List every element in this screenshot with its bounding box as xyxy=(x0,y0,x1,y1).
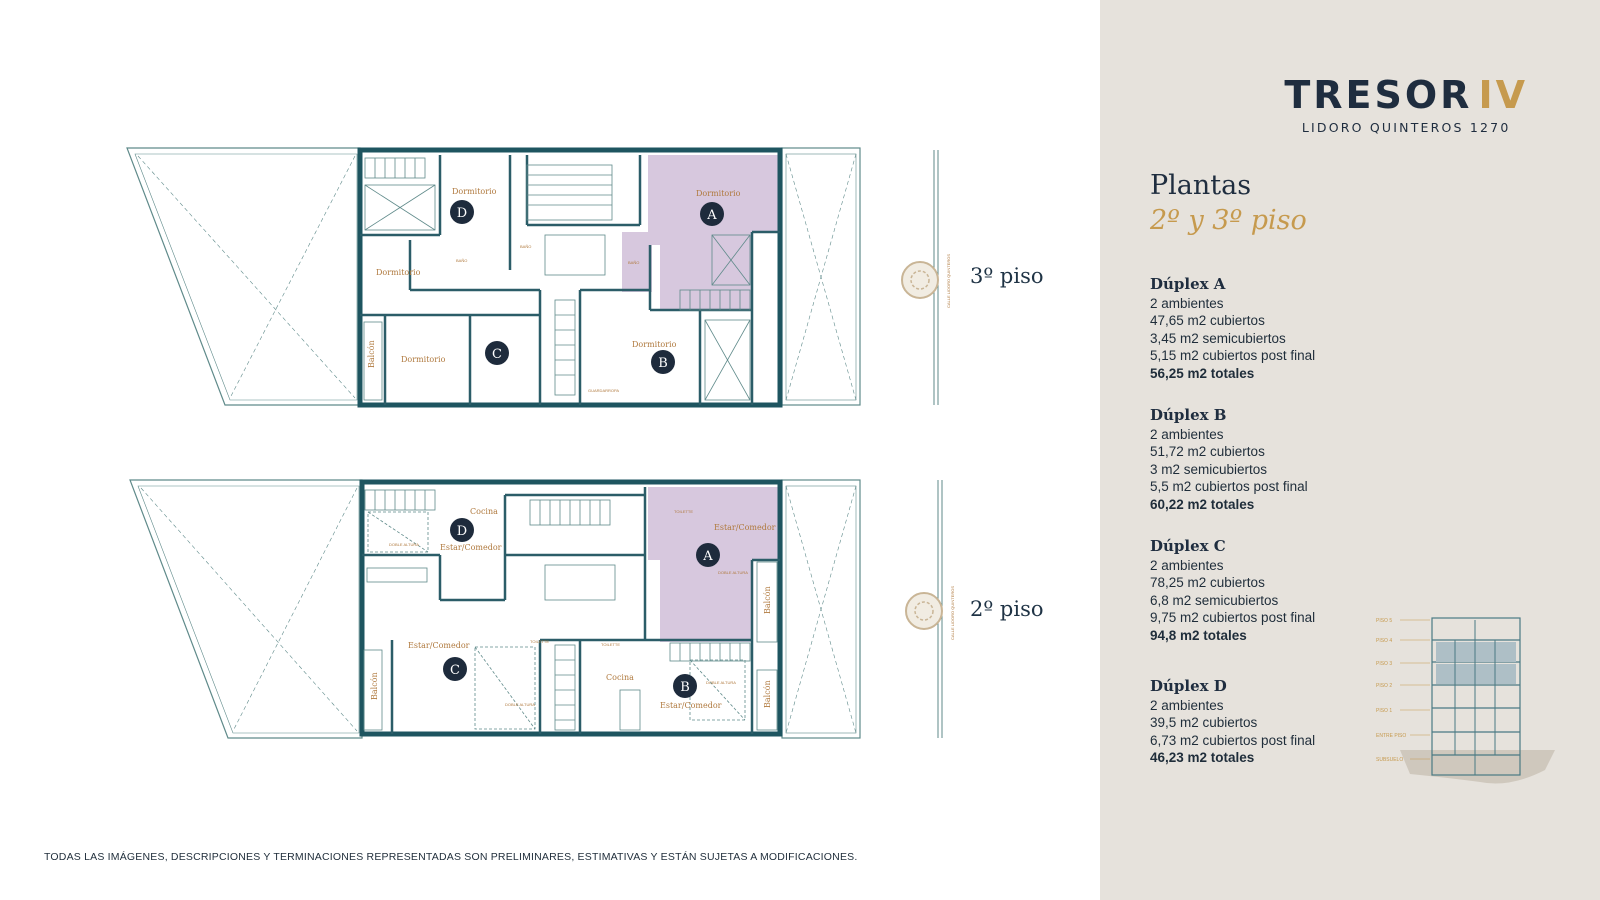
svg-text:ENTRE PISO: ENTRE PISO xyxy=(1376,733,1407,739)
room-label: Dormitorio xyxy=(452,187,497,196)
unit-line: 6,8 m2 semicubiertos xyxy=(1150,592,1279,608)
badge-a xyxy=(696,543,720,567)
toilette-label: TOILETTE xyxy=(601,642,621,647)
svg-text:PISO 1: PISO 1 xyxy=(1376,708,1393,714)
unit-line: 5,15 m2 cubiertos post final xyxy=(1150,348,1316,364)
toilette-label: TOILETTE xyxy=(674,509,694,514)
unit-line: 2 ambientes xyxy=(1150,426,1224,442)
badge-c xyxy=(443,657,467,681)
room-label: Estar/Comedor xyxy=(408,641,470,650)
svg-text:D: D xyxy=(456,206,468,221)
section-title: Plantas xyxy=(1150,170,1252,201)
room-label: Dormitorio xyxy=(696,189,741,198)
brand-number: IV xyxy=(1478,73,1528,117)
svg-text:C: C xyxy=(492,347,502,362)
bath-label: BAÑO xyxy=(520,244,532,249)
unit-line: 6,73 m2 cubiertos post final xyxy=(1150,732,1316,748)
room-label: Estar/Comedor xyxy=(714,523,776,532)
badge-b xyxy=(651,350,675,374)
room-label: Cocina xyxy=(470,507,498,516)
unit-line: 51,72 m2 cubiertos xyxy=(1150,444,1265,460)
toilette-label: TOILETTE xyxy=(530,639,550,644)
tree-icon xyxy=(902,262,938,298)
tree-icon xyxy=(906,593,942,629)
brand-address: LIDORO QUINTEROS 1270 xyxy=(1301,120,1511,135)
unit-name: Dúplex C xyxy=(1150,537,1226,555)
street-label: CALLE LIDORO QUINTEROS xyxy=(950,585,955,640)
street-markers xyxy=(934,150,942,738)
svg-text:D: D xyxy=(456,524,468,539)
unit-line: 9,75 m2 cubiertos post final xyxy=(1150,610,1316,626)
badge-d xyxy=(450,200,474,224)
badge-b xyxy=(673,674,697,698)
unit-total: 94,8 m2 totales xyxy=(1150,627,1247,643)
building-section-diagram xyxy=(1370,610,1560,790)
room-label: Estar/Comedor xyxy=(660,701,722,710)
bath-label: BAÑO xyxy=(456,258,468,263)
balcony-label: Balcón xyxy=(763,586,772,614)
svg-text:A: A xyxy=(707,208,717,223)
room-label: Dormitorio xyxy=(632,340,677,349)
badge-c xyxy=(485,341,509,365)
brand-logo xyxy=(1284,73,1528,135)
svg-text:B: B xyxy=(680,680,690,695)
svg-text:SUBSUELO: SUBSUELO xyxy=(1376,757,1404,763)
unit-line: 5,5 m2 cubiertos post final xyxy=(1150,479,1308,495)
floor-label-3: 3º piso xyxy=(970,264,1044,288)
balcony-label: Balcón xyxy=(370,672,379,700)
svg-text:A: A xyxy=(703,549,713,564)
room-label: Dormitorio xyxy=(401,355,446,364)
svg-text:PISO 2: PISO 2 xyxy=(1376,683,1393,689)
svg-text:PISO 3: PISO 3 xyxy=(1376,661,1393,667)
closet-label: GUARDARROPA xyxy=(588,388,620,393)
unit-name: Dúplex D xyxy=(1150,677,1227,695)
unit-line: 47,65 m2 cubiertos xyxy=(1150,313,1265,329)
unit-c-specs xyxy=(1150,538,1315,645)
svg-text:C: C xyxy=(450,663,460,678)
svg-text:PISO 5: PISO 5 xyxy=(1376,618,1393,624)
room-label: Dormitorio xyxy=(376,268,421,277)
unit-a-specs xyxy=(1150,276,1315,383)
badge-a xyxy=(700,202,724,226)
badge-d xyxy=(450,518,474,542)
unit-line: 3,45 m2 semicubiertos xyxy=(1150,330,1286,346)
unit-total: 46,23 m2 totales xyxy=(1150,750,1255,766)
brand-name: TRESOR xyxy=(1284,73,1473,117)
floor-label-2: 2º piso xyxy=(970,597,1044,621)
double-height-label: DOBLE ALTURA xyxy=(505,702,535,707)
double-height-label: DOBLE ALTURA xyxy=(389,542,419,547)
balcony-label: Balcón xyxy=(763,680,772,708)
unit-line: 78,25 m2 cubiertos xyxy=(1150,575,1265,591)
disclaimer: TODAS LAS IMÁGENES, DESCRIPCIONES Y TERMINACIONES REPRESENTADAS SON PRELIMINARES, ESTIMATIVAS Y ESTÁN SUJETAS A MODIFICACIONES. xyxy=(44,851,858,863)
balcony-label: Balcón xyxy=(367,340,376,368)
unit-name: Dúplex A xyxy=(1150,275,1226,293)
room-label: Cocina xyxy=(606,673,634,682)
unit-line: 2 ambientes xyxy=(1150,697,1224,713)
bath-label: BAÑO xyxy=(628,260,640,265)
section-subtitle: 2º y 3º piso xyxy=(1150,205,1307,236)
svg-text:PISO 4: PISO 4 xyxy=(1376,638,1393,644)
unit-line: 3 m2 semicubiertos xyxy=(1150,461,1268,477)
unit-line: 39,5 m2 cubiertos xyxy=(1150,715,1258,731)
double-height-label: DOBLE ALTURA xyxy=(718,570,748,575)
floor-plan-2 xyxy=(130,480,860,738)
room-label: Estar/Comedor xyxy=(440,543,502,552)
highlight-floor-3 xyxy=(1436,642,1516,662)
svg-text:B: B xyxy=(658,356,668,371)
street-label: CALLE LIDORO QUINTEROS xyxy=(946,253,951,308)
double-height-label: DOBLE ALTURA xyxy=(706,680,736,685)
unit-name: Dúplex B xyxy=(1150,406,1227,424)
highlight-floor-2 xyxy=(1436,664,1516,684)
unit-total: 56,25 m2 totales xyxy=(1150,365,1255,381)
unit-total: 60,22 m2 totales xyxy=(1150,496,1255,512)
unit-line: 2 ambientes xyxy=(1150,295,1224,311)
unit-line: 2 ambientes xyxy=(1150,557,1224,573)
unit-d-specs xyxy=(1150,678,1315,767)
unit-b-specs xyxy=(1150,407,1308,514)
